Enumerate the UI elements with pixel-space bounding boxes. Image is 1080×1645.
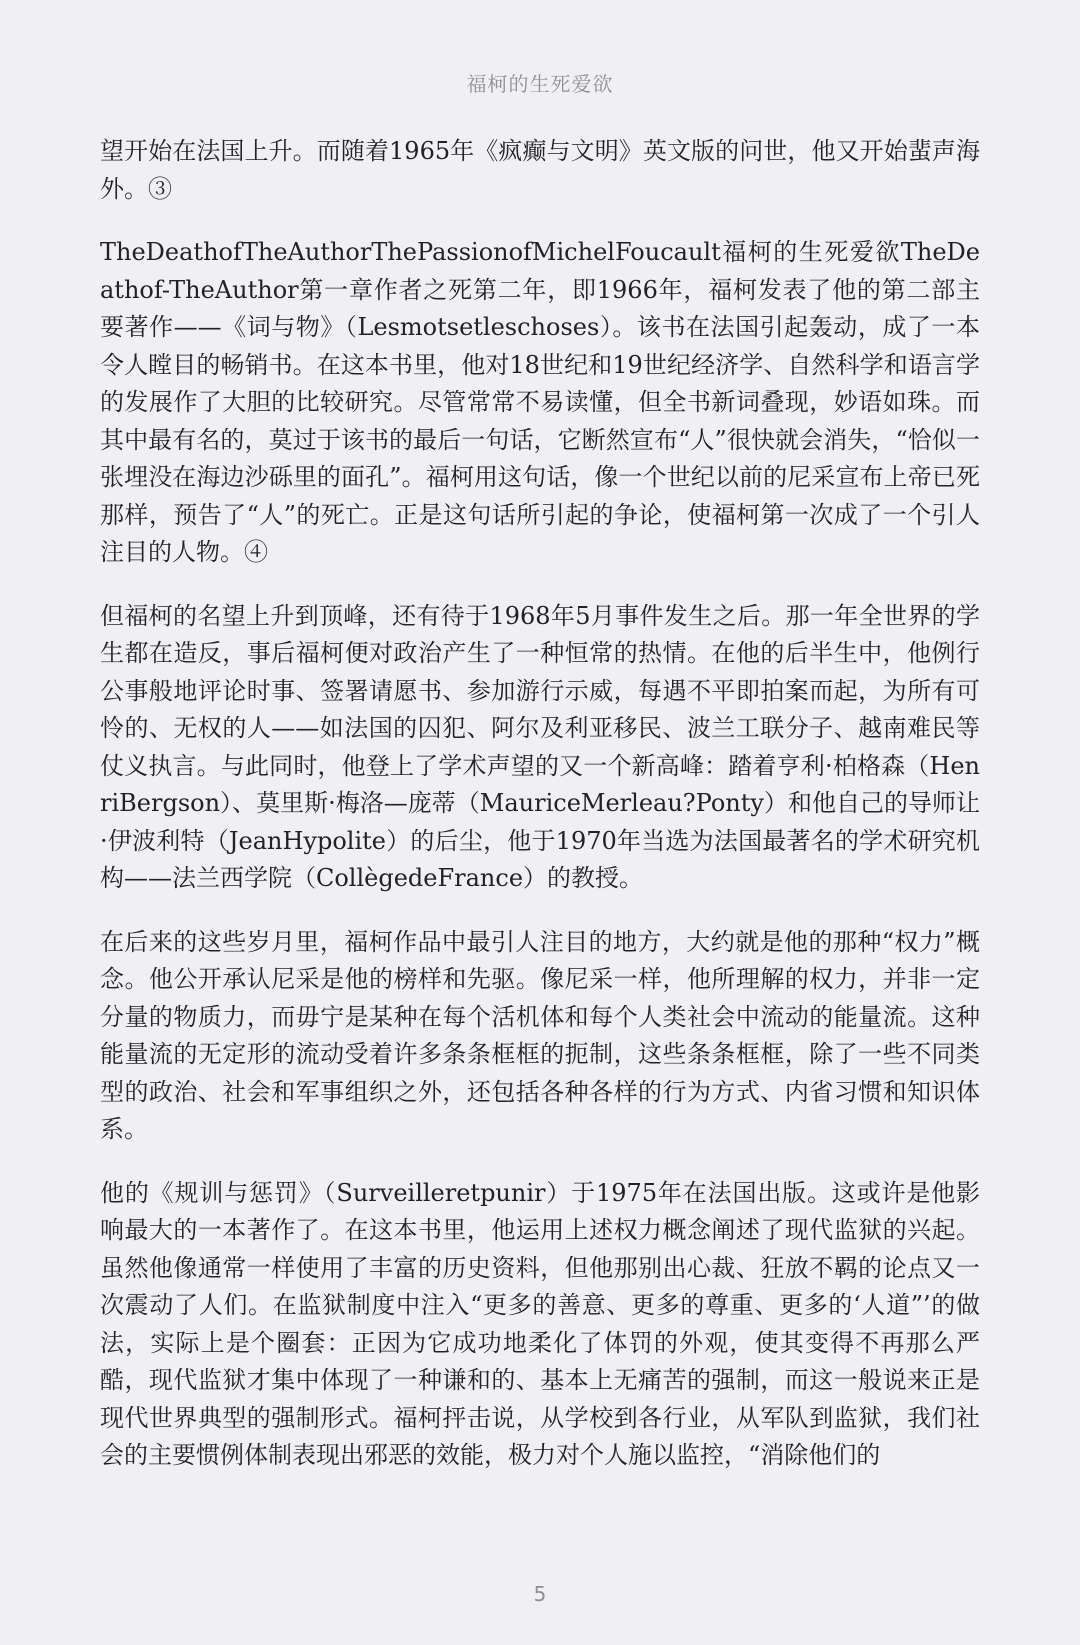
page-number: 5 bbox=[533, 1582, 547, 1606]
paragraph-2: TheDeathofTheAuthorThePassionofMichelFoucault福柯的生死爱欲TheDeathof-TheAuthor第一章作者之死第二年，即1966年，福柯发表了他的第二部主要著作——《词与物》（Lesmotsetleschoses）。该书在法国引起轰动，成了一本令人瞠目的畅销书。在这本书里，他对18世纪和19世纪经济学、自然科学和语言学的发展作了大胆的比较研究。尽管常常不易读懂，但全书新词叠现，妙语如珠。而其中最有名的，莫过于该书的最后一句话，它断然宣布“人”很快就会消失，“恰似一张埋没在海边沙砾里的面孔”。福柯用这句话，像一个世纪以前的尼采宣布上帝已死那样，预告了“人”的死亡。正是这句话所引起的争论，使福柯第一次成了一个引人注目的人物。④ bbox=[100, 238, 980, 566]
running-header-title: 福柯的生死爱欲 bbox=[466, 72, 614, 96]
paragraph-1: 望开始在法国上升。而随着1965年《疯癫与文明》英文版的问世，他又开始蜚声海外。③ bbox=[100, 137, 980, 203]
page-body bbox=[100, 133, 980, 1501]
paragraph-5: 他的《规训与惩罚》（Surveilleretpunir）于1975年在法国出版。这或许是他影响最大的一本著作了。在这本书里，他运用上述权力概念阐述了现代监狱的兴起。虽然他像通常一样使用了丰富的历史资料，但他那别出心裁、狂放不羁的论点又一次震动了人们。在监狱制度中注入“更多的善意、更多的尊重、更多的‘人道”’的做法，实际上是个圈套：正因为它成功地柔化了体罚的外观，使其变得不再那么严酷，现代监狱才集中体现了一种谦和的、基本上无痛苦的强制，而这一般说来正是现代世界典型的强制形式。福柯抨击说，从学校到各行业，从军队到监狱，我们社会的主要惯例体制表现出邪恶的效能，极力对个人施以监控，“消除他们的 bbox=[100, 1178, 980, 1469]
paragraph-4: 在后来的这些岁月里，福柯作品中最引人注目的地方，大约就是他的那种“权力”概念。他公开承认尼采是他的榜样和先驱。像尼采一样，他所理解的权力，并非一定分量的物质力，而毋宁是某种在每个活机体和每个人类社会中流动的能量流。这种能量流的无定形的流动受着许多条条框框的扼制，这些条条框框，除了一些不同类型的政治、社会和军事组织之外，还包括各种各样的行为方式、内省习惯和知识体系。 bbox=[100, 927, 980, 1143]
paragraph-3: 但福柯的名望上升到顶峰，还有待于1968年5月事件发生之后。那一年全世界的学生都在造反，事后福柯便对政治产生了一种恒常的热情。在他的后半生中，他例行公事般地评论时事、签署请愿书、参加游行示威，每遇不平即拍案而起，为所有可怜的、无权的人——如法国的囚犯、阿尔及利亚移民、波兰工联分子、越南难民等仗义执言。与此同时，他登上了学术声望的又一个新高峰：踏着亨利·柏格森（HenriBergson）、莫里斯·梅洛—庞蒂（MauriceMerleau?Ponty）和他自己的导师让·伊波利特（JeanHypolite）的后尘，他于1970年当选为法国最著名的学术研究机构——法兰西学院（CollègedeFrance）的教授。 bbox=[100, 601, 980, 892]
